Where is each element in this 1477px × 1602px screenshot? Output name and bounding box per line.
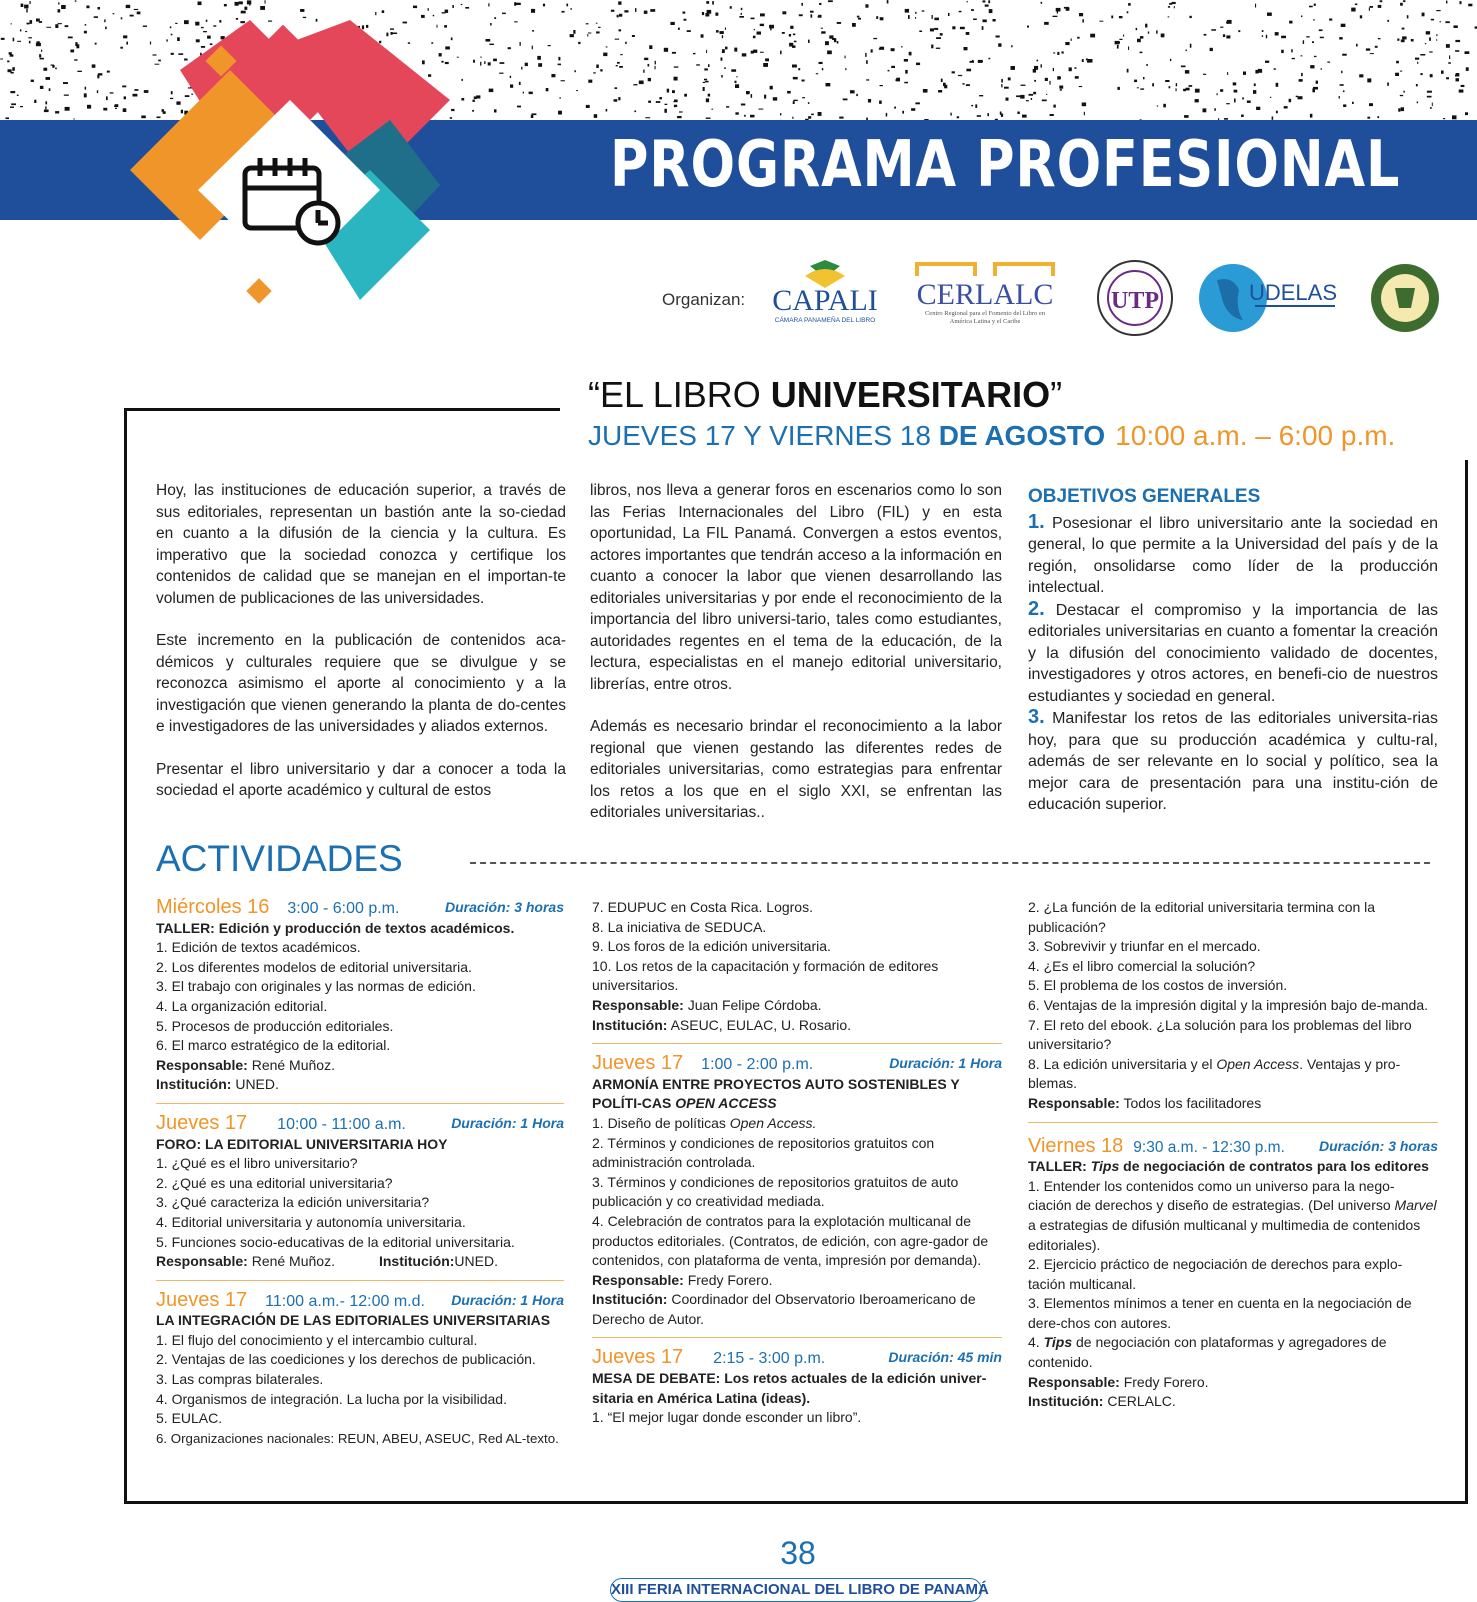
up-seal-logo <box>1365 258 1445 338</box>
utp-logo-text: UTP <box>1111 288 1159 314</box>
session-miercoles-16: Miércoles 16 3:00 - 6:00 p.m. Duración: 3 horas TALLER: Edición y producción de textos académicos. 1. Edición de textos académicos. 2. Los diferentes modelos de editorial universitaria. 3. El trabajo con originales y las normas de edición. 4. La organización editorial. 5. Procesos de producción editoriales. 6. El marco estratégico de la editorial. Responsable: René Muñoz. Institución: UNED. <box>156 898 564 1104</box>
diamond-graphic <box>110 10 470 310</box>
activities-column-1 <box>156 898 564 1466</box>
activities-title: ACTIVIDADES <box>156 838 403 880</box>
session-jueves-17-foro: Jueves 17 10:00 - 11:00 a.m. Duración: 1 Hora FORO: LA EDITORIAL UNIVERSITARIA HOY 1. ¿Qué es el libro universitario? 2. ¿Qué es una editorial universitaria? 3. ¿Qué caracteriza la edición universitaria? 4. Editorial universitaria y autonomía universitaria. 5. Funciones socio-educativas de la editorial universitaria. Responsable: René Muñoz. Institución:UNED. <box>156 1114 564 1281</box>
activities-divider <box>470 862 1430 864</box>
udelas-logo-text: UDELAS <box>1249 280 1337 305</box>
event-date: JUEVES 17 Y VIERNES 18 DE AGOSTO 10:00 a.m. – 6:00 p.m. <box>588 420 1395 452</box>
activities-column-3 <box>1028 898 1438 1430</box>
event-time: 10:00 a.m. – 6:00 p.m. <box>1115 420 1395 451</box>
objectives-title: OBJETIVOS GENERALES <box>1028 486 1438 508</box>
session-mesa-debate-continued: 2. ¿La función de la editorial universitaria termina con la publicación? 3. Sobrevivir y triunfar en el mercado. 4. ¿Es el libro comercial la solución? 5. El problema de los costos de inversión. 6. Ventajas de la impresión digital y la impresión bajo de-manda. 7. El reto del ebook. ¿La solución para los problemas del libro universitario? 8. La edición universitaria y el Open Access. Ventajas y pro-blemas. Responsable: Todos los facilitadores <box>1028 898 1438 1123</box>
session-jueves-17-armonia: Jueves 17 1:00 - 2:00 p.m. Duración: 1 Hora ARMONÍA ENTRE PROYECTOS AUTO SOSTENIBLES Y POLÍTI-CAS OPEN ACCESS 1. Diseño de políticas Open Access. 2. Términos y condiciones de repositorios gratuitos con administración controlada. 3. Términos y condiciones de repositorios gratuitos de auto publicación y co creatividad mediada. 4. Celebración de contratos para la explotación multicanal de productos editoriales. (Contratos, de edición, con agre-gador de contenidos, con plataforma de venta, impresión por demanda). Responsable: Fredy Forero. Institución: Coordinador del Observatorio Iberoamericano de Derecho de Autor. <box>592 1054 1002 1338</box>
objective-item: 2. Destacar el compromiso y la importancia de las editoriales universitarias en cuanto a fomentar la creación y la difusión del conocimiento validado de docentes, investigadores y otros actores, en benefi-cio de nuestros estudiantes y sociedad en general. <box>1028 599 1438 708</box>
page-title: PROGRAMA PROFESIONAL <box>610 128 1400 202</box>
cerlalc-logo-text: CERLALC <box>917 278 1054 311</box>
session-jueves-17-integracion: Jueves 17 11:00 a.m.- 12:00 m.d. Duración: 1 Hora LA INTEGRACIÓN DE LAS EDITORIALES UNIVERSITARIAS 1. El flujo del conocimiento y el intercambio cultural. 2. Ventajas de las coediciones y los derechos de publicación. 3. Las compras bilaterales. 4. Organismos de integración. La lucha por la visibilidad. 5. EULAC. 6. Organizaciones nacionales: REUN, ABEU, ASEUC, Red AL-texto. <box>156 1291 564 1457</box>
intro-column-2: libros, nos lleva a generar foros en escenarios como lo son las Ferias Internacionales del Libro (FIL) y en esta oportunidad, La FIL Panamá. Convergen a estos eventos, actores importantes que tendrán acceso a la información en cuanto a conocer la labor que vienen desarrollando las editoriales universitarias y por ende el reconocimiento de la importancia del libro universi-tario, tales como estudiantes, autoridades regentes en el tema de la educación, de la lectura, especialistas en el manejo editorial universitario, librerías, entre otros. Además es necesario brindar el reconocimiento a la labor regional que vienen gestando las diferentes redes de editoriales universitarias, como estrategias para enfrentar los retos a los que en el siglo XXI, se enfrentan las editoriales universitarias.. <box>590 480 1002 845</box>
intro-column-1: Hoy, las instituciones de educación superior, a través de sus editoriales, representan un bastión ante la so-ciedad en cuanto a la difusión de la ciencia y la cultura. Es imperativo que la sociedad conozca y certifique los contenidos de calidad que se manejan en el importan-te volumen de publicaciones de las universidades. Este incremento en la publicación de contenidos aca-démicos y culturales requiere que se divulgue y se reconozca asimismo el aporte al conocimiento y a la investigación que vienen generando la planta de do-centes e investigadores de las universidades y aliados externos. Presentar el libro universitario y dar a conocer a toda la sociedad el aporte académico y cultural de estos <box>156 480 566 823</box>
fair-name-footer: XIII FERIA INTERNACIONAL DEL LIBRO DE PANAMÁ <box>610 1578 982 1602</box>
cerlalc-logo <box>905 258 1065 338</box>
capali-logo-text: CAPALI <box>772 284 878 317</box>
activities-column-2 <box>592 898 1002 1446</box>
objective-item: 3. Manifestar los retos de las editoriales universita-rias hoy, para que su producción académica y cultu-ral, además de ser relevante en lo social y político, sea la mejor cara de presentación para una institu-ción de educación superior. <box>1028 707 1438 816</box>
cerlalc-logo-sub: Centro Regional para el Fomento del Libro en América Latina y el Caribe <box>915 310 1055 326</box>
organizers-label: Organizan: <box>662 290 745 310</box>
capali-logo <box>760 258 890 338</box>
session-integracion-continued: 7. EDUPUC en Costa Rica. Logros. 8. La iniciativa de SEDUCA. 9. Los foros de la edición universitaria. 10. Los retos de la capacitación y formación de editores universitarios. Responsable: Juan Felipe Córdoba. Institución: ASEUC, EULAC, U. Rosario. <box>592 898 1002 1044</box>
page-number: 38 <box>768 1535 828 1572</box>
objectives <box>1028 486 1438 816</box>
utp-seal-logo <box>1095 258 1175 338</box>
event-title: “EL LIBRO UNIVERSITARIO” <box>588 374 1062 416</box>
session-viernes-18: Viernes 18 9:30 a.m. - 12:30 p.m. Duración: 3 horas TALLER: Tips de negociación de contratos para los editores 1. Entender los contenidos como un universo para la nego-ciación de derechos y diseño de estrategias. (Del universo Marvel a estrategias de difusión multicanal y multimedia de contenidos editoriales). 2. Ejercicio práctico de negociación de derechos para explo-tación multicanal. 3. Elementos mínimos a tener en cuenta en la negociación de dere-chos con autores. 4. Tips de negociación con plataformas y agregadores de contenido. Responsable: Fredy Forero. Institución: CERLALC. <box>1028 1137 1438 1420</box>
objective-item: 1. Posesionar el libro universitario ante la sociedad en general, lo que permite a la Universidad del país y de la región, onsolidarse como líder de la producción intelectual. <box>1028 512 1438 599</box>
capali-logo-sub: CÁMARA PANAMEÑA DEL LIBRO <box>775 315 875 324</box>
udelas-logo <box>1195 258 1345 338</box>
session-jueves-17-mesa-debate: Jueves 17 2:15 - 3:00 p.m. Duración: 45 min MESA DE DEBATE: Los retos actuales de la edición univer-sitaria en América Latina (ideas). 1. “El mejor lugar donde esconder un libro”. <box>592 1348 1002 1435</box>
